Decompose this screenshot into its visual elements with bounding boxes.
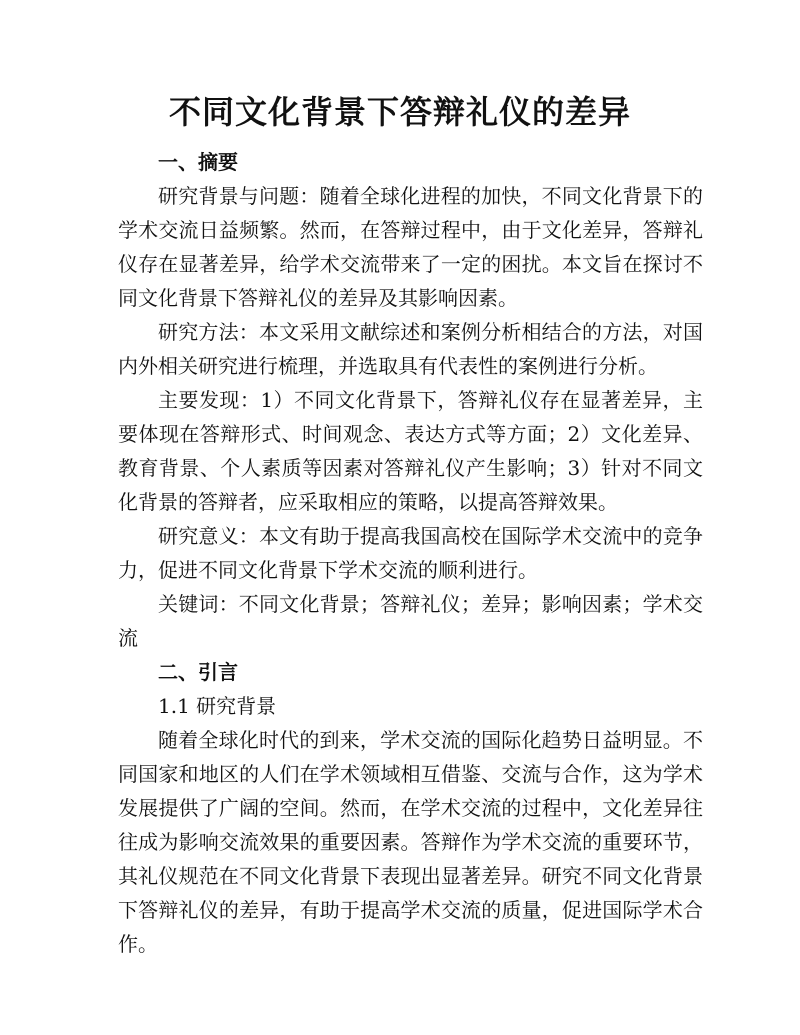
- research-background-subheading: 1.1 研究背景: [158, 694, 277, 718]
- introduction-heading: 二、引言: [158, 660, 238, 684]
- keywords-line: 关键词：不同文化背景；答辩礼仪；差异；影响因素；学术交流: [118, 592, 703, 650]
- abstract-heading: 一、摘要: [158, 150, 238, 174]
- abstract-methods-paragraph: 研究方法：本文采用文献综述和案例分析相结合的方法，对国内外相关研究进行梳理，并选取具有代表性的案例进行分析。: [118, 320, 703, 378]
- introduction-paragraph: 随着全球化时代的到来，学术交流的国际化趋势日益明显。不同国家和地区的人们在学术领域相互借鉴、交流与合作，这为学术发展提供了广阔的空间。然而，在学术交流的过程中，文化差异往往成为影响交流效果的重要因素。答辩作为学术交流的重要环节，其礼仪规范在不同文化背景下表现出显著差异。研究不同文化背景下答辩礼仪的差异，有助于提高学术交流的质量，促进国际学术合作。: [118, 728, 703, 956]
- abstract-background-paragraph: 研究背景与问题：随着全球化进程的加快，不同文化背景下的学术交流日益频繁。然而，在答辩过程中，由于文化差异，答辩礼仪存在显著差异，给学术交流带来了一定的困扰。本文旨在探讨不同文化背景下答辩礼仪的差异及其影响因素。: [118, 184, 703, 310]
- abstract-findings-paragraph: 主要发现：1）不同文化背景下，答辩礼仪存在显著差异，主要体现在答辩形式、时间观念、表达方式等方面；2）文化差异、教育背景、个人素质等因素对答辩礼仪产生影响；3）针对不同文化背景的答辩者，应采取相应的策略，以提高答辩效果。: [118, 388, 703, 514]
- abstract-significance-paragraph: 研究意义：本文有助于提高我国高校在国际学术交流中的竞争力，促进不同文化背景下学术交流的顺利进行。: [118, 524, 703, 582]
- document-body: [118, 145, 703, 961]
- document-title: 不同文化背景下答辩礼仪的差异: [168, 93, 631, 131]
